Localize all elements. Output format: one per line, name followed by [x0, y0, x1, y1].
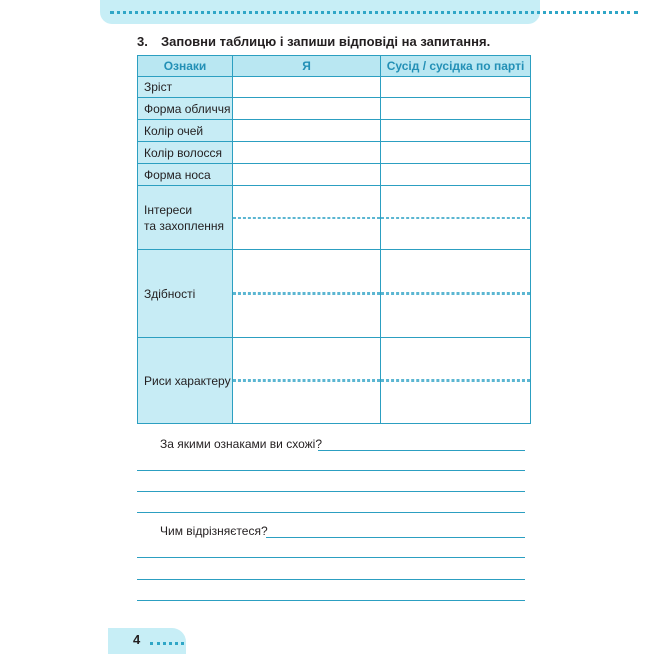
top-dotted-rule	[110, 11, 638, 14]
answer-cell-neighbour[interactable]	[381, 77, 531, 98]
row-label: Форма обличчя	[138, 98, 233, 120]
row-label: Форма носа	[138, 164, 233, 186]
table-row	[138, 77, 531, 98]
task-text: Заповни таблицю і запиши відповіді на запитання.	[161, 34, 491, 49]
answer-cell-neighbour[interactable]	[381, 250, 531, 338]
row-label: Інтереси та захоплення	[138, 186, 233, 250]
answer-cell-neighbour[interactable]	[381, 142, 531, 164]
answer-line[interactable]	[137, 600, 525, 601]
question-similar: За якими ознаками ви схожі?	[160, 437, 322, 451]
table-row	[138, 164, 531, 186]
table-header-row	[138, 56, 531, 77]
answer-cell-me[interactable]	[233, 250, 381, 338]
answer-cell-me[interactable]	[233, 338, 381, 424]
answer-line[interactable]	[137, 512, 525, 513]
answer-cell-neighbour[interactable]	[381, 164, 531, 186]
answer-line[interactable]	[137, 579, 525, 580]
table-row	[138, 186, 531, 250]
row-label: Зріст	[138, 77, 233, 98]
answer-cell-me[interactable]	[233, 186, 381, 250]
table-row	[138, 250, 531, 338]
row-label: Здібності	[138, 250, 233, 338]
traits-table	[137, 55, 531, 424]
header-traits: Ознаки	[138, 56, 233, 77]
answer-line[interactable]	[318, 450, 525, 451]
answer-line[interactable]	[137, 470, 525, 471]
table-row	[138, 120, 531, 142]
row-label: Риси характеру	[138, 338, 233, 424]
row-label: Колір волосся	[138, 142, 233, 164]
answer-cell-neighbour[interactable]	[381, 338, 531, 424]
answer-cell-neighbour[interactable]	[381, 186, 531, 250]
row-label: Колір очей	[138, 120, 233, 142]
header-me: Я	[233, 56, 381, 77]
answer-line[interactable]	[137, 491, 525, 492]
answer-cell-neighbour[interactable]	[381, 98, 531, 120]
task-title	[137, 34, 490, 49]
answer-line[interactable]	[137, 557, 525, 558]
answer-cell-me[interactable]	[233, 120, 381, 142]
answer-line[interactable]	[266, 537, 525, 538]
answer-cell-me[interactable]	[233, 142, 381, 164]
answer-cell-me[interactable]	[233, 98, 381, 120]
answer-cell-me[interactable]	[233, 164, 381, 186]
question-different: Чим відрізняєтеся?	[160, 524, 268, 538]
page-number-tab	[108, 628, 186, 654]
header-neighbour: Сусід / сусідка по парті	[381, 56, 531, 77]
bottom-dotted-rule	[150, 642, 184, 645]
answer-cell-neighbour[interactable]	[381, 120, 531, 142]
answer-cell-me[interactable]	[233, 77, 381, 98]
table-row	[138, 98, 531, 120]
task-number: 3.	[137, 34, 148, 49]
page-number: 4	[133, 632, 141, 647]
table-row	[138, 142, 531, 164]
table-row	[138, 338, 531, 424]
